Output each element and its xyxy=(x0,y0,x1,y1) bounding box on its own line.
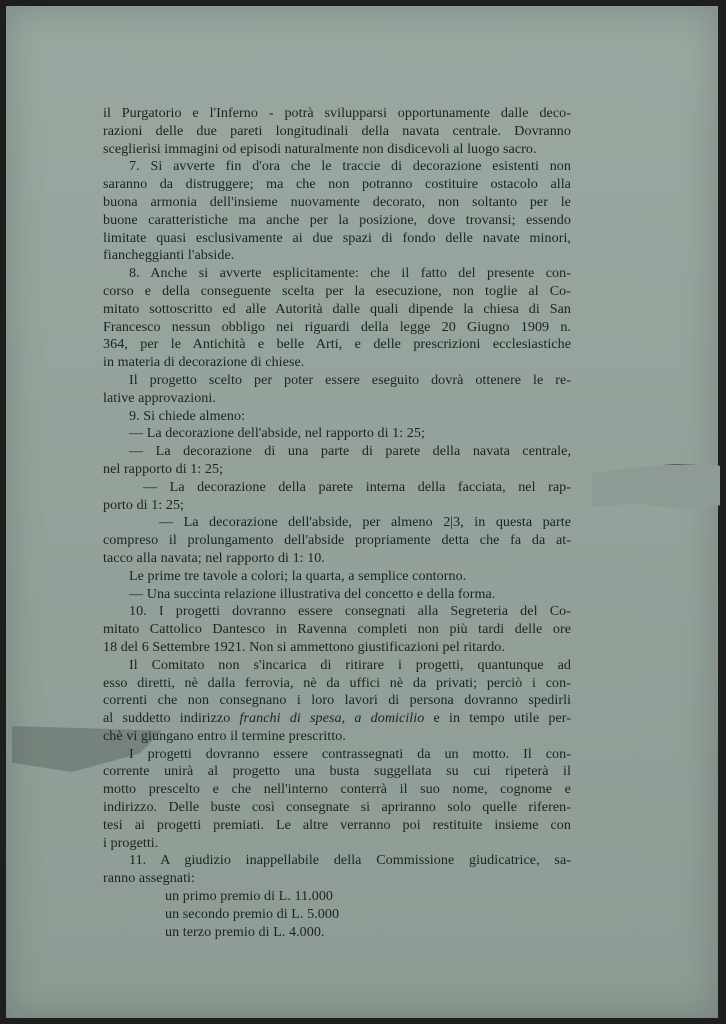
text-line: — Una succinta relazione illustrativa del concetto e della forma. xyxy=(129,585,496,602)
text-line: indirizzo. Delle buste così consegnate si apriranno solo quelle riferen- xyxy=(103,799,571,816)
text-line: correnti che non consegnano i loro lavori di persona dovranno spedirli xyxy=(103,692,571,709)
text-line: — La decorazione di una parte di parete della navata centrale, xyxy=(129,443,571,460)
text-line: Francesco nessun obbligo nei riguardi della legge 20 Giugno 1909 n. xyxy=(103,318,571,335)
text-line: mitato sottoscritto ed alle Autorità dalle quali dipende la chiesa di San xyxy=(103,300,571,317)
text-line: — La decorazione della parete interna della facciata, nel rap- xyxy=(143,478,571,495)
paragraph xyxy=(103,425,571,443)
text-line: Il progetto scelto per poter essere eseguito dovrà ottenere le re- xyxy=(129,371,571,388)
text-line: 11. A giudizio inappellabile della Commissione giudicatrice, sa- xyxy=(129,852,571,869)
text-line: 9. Si chiede almeno: xyxy=(129,407,246,424)
text-line: — La decorazione dell'abside, per almeno 2|3, in questa parte xyxy=(159,514,571,531)
paragraph-list-continued xyxy=(103,746,571,888)
paragraph xyxy=(103,657,571,710)
text-line: razioni delle due pareti longitudinali della navata centrale. Dovranno xyxy=(103,122,571,139)
text-line: porto di 1: 25; xyxy=(103,496,185,513)
text-line: limitate quasi esclusivamente ai due spazi di fondo delle navate minori, xyxy=(103,229,571,246)
paper-tear xyxy=(592,464,720,509)
text-line: mitato Cattolico Dantesco in Ravenna completi non più tardi delle ore xyxy=(103,621,571,638)
paragraph xyxy=(103,568,571,586)
paragraph xyxy=(103,105,571,158)
text-line: 8. Anche si avverte esplicitamente: che il fatto del presente con- xyxy=(129,265,571,282)
paragraph xyxy=(103,443,571,479)
text-line: in materia di decorazione di chiese. xyxy=(103,354,305,371)
text-line: 364, per le Antichità e belle Arti, e delle prescrizioni ecclesiastiche xyxy=(103,336,571,353)
text-line: compreso il prolungamento dell'abside propriamente detta che fa da at- xyxy=(103,532,571,549)
text-line: sceglierìsi immagini od episodi naturalmente non disdicevoli al luogo sacro. xyxy=(103,140,537,157)
paragraph xyxy=(103,514,571,567)
paragraph xyxy=(103,586,571,604)
paragraph xyxy=(103,746,571,853)
paragraph xyxy=(103,408,571,426)
text-line: tesi ai progetti premiati. Le altre verranno poi restituite insieme con xyxy=(103,816,571,833)
text-line: — La decorazione dell'abside, nel rapporto di 1: 25; xyxy=(129,425,425,442)
document-body xyxy=(103,105,571,941)
text-line: saranno da distruggere; ma che non potranno costituire ostacolo alla xyxy=(103,176,571,193)
text-line: corso e della conseguente scelta per la esecuzione, non toglie al Co- xyxy=(103,282,571,299)
text-line: Il Comitato non s'incarica di ritirare i progetti, quantunque ad xyxy=(129,656,571,673)
italic-phrase: franchi di spesa, a domicilio xyxy=(239,710,425,727)
prize-item: un terzo premio di L. 4.000. xyxy=(165,923,325,940)
text-line: al suddetto indirizzo franchi di spesa, a domicilio e in tempo utile per- xyxy=(103,710,571,727)
text-line: buone caratteristiche ma anche per la posizione, dove trovansi; essendo xyxy=(103,211,571,228)
text-line: lative approvazioni. xyxy=(103,389,216,406)
paragraph xyxy=(103,265,571,372)
text-line: Le prime tre tavole a colori; la quarta, a semplice contorno. xyxy=(129,567,467,584)
text-line: il Purgatorio e l'Inferno - potrà svilupparsi opportunamente dalle deco- xyxy=(103,105,571,121)
document-page xyxy=(6,6,718,1018)
paragraph xyxy=(103,479,571,515)
text-line: fiancheggianti l'abside. xyxy=(103,247,235,264)
text-line: esso diretti, nè dalla ferrovia, nè da uffici nè da privati; perciò i con- xyxy=(103,674,571,691)
text-line: ranno assegnati: xyxy=(103,870,195,887)
paragraph xyxy=(103,372,571,408)
paragraph xyxy=(103,852,571,888)
text-line: 18 del 6 Settembre 1921. Non si ammettono giustificazioni pel ritardo. xyxy=(103,638,505,655)
text-line: i progetti. xyxy=(103,834,159,851)
text-line: 10. I progetti dovranno essere consegnati alla Segreteria del Co- xyxy=(129,603,571,620)
prize-list xyxy=(165,888,571,941)
text-line: buona armonia dell'insieme nuovamente decorato, non soltanto per le xyxy=(103,193,571,210)
text-line: tacco alla navata; nel rapporto di 1: 10. xyxy=(103,549,325,566)
text-line: 7. Si avverte fin d'ora che le traccie di decorazione esistenti non xyxy=(129,158,571,175)
text-line: nel rapporto di 1: 25; xyxy=(103,460,224,477)
text-line: chè vi giungano entro il termine prescritto. xyxy=(103,727,346,744)
paragraph-list xyxy=(103,105,571,710)
text-line: corrente unirà al progetto una busta suggellata su cui ripeterà il xyxy=(103,763,571,780)
prize-item: un primo premio di L. 11.000 xyxy=(165,888,334,905)
shipping-paragraph-tail xyxy=(103,710,571,746)
paragraph xyxy=(103,603,571,656)
text-line: I progetti dovranno essere contrassegnati da un motto. Il con- xyxy=(129,745,571,762)
prize-item: un secondo premio di L. 5.000 xyxy=(165,905,340,922)
paragraph xyxy=(103,158,571,265)
text-line: motto prescelto e che nell'interno conterrà il suo nome, cognome e xyxy=(103,781,571,798)
